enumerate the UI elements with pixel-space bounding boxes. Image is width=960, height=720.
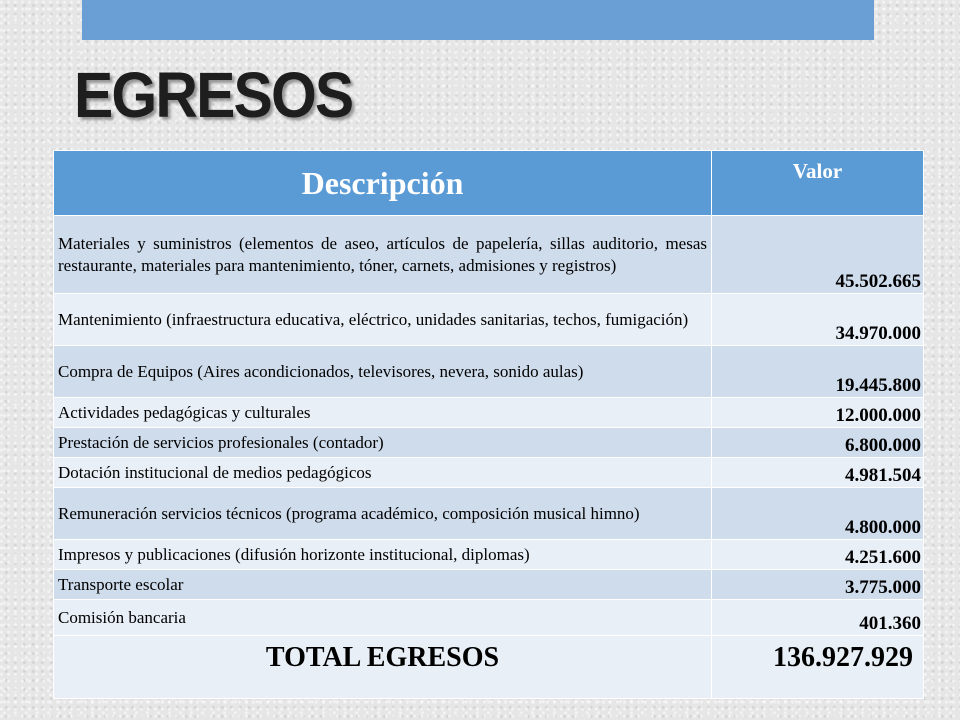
row-description: Remuneración servicios técnicos (programa académico, composición musical himno) — [54, 488, 712, 540]
row-value: 4.981.504 — [712, 458, 924, 488]
row-value: 6.800.000 — [712, 428, 924, 458]
total-label: TOTAL EGRESOS — [54, 636, 712, 699]
row-value: 19.445.800 — [712, 346, 924, 398]
row-value: 4.251.600 — [712, 540, 924, 570]
total-row — [54, 636, 924, 699]
row-value: 45.502.665 — [712, 216, 924, 294]
table-row — [54, 346, 924, 398]
table-row — [54, 488, 924, 540]
table-row — [54, 458, 924, 488]
header-accent-bar — [82, 0, 874, 40]
table-row — [54, 216, 924, 294]
row-description: Dotación institucional de medios pedagógicos — [54, 458, 712, 488]
table-row — [54, 428, 924, 458]
expenses-table — [53, 150, 924, 699]
row-description: Actividades pedagógicas y culturales — [54, 398, 712, 428]
row-description: Compra de Equipos (Aires acondicionados, televisores, nevera, sonido aulas) — [54, 346, 712, 398]
row-value: 401.360 — [712, 600, 924, 636]
row-value: 3.775.000 — [712, 570, 924, 600]
row-description: Transporte escolar — [54, 570, 712, 600]
row-value: 4.800.000 — [712, 488, 924, 540]
table-row — [54, 294, 924, 346]
slide-title: EGRESOS — [74, 59, 353, 131]
table-row — [54, 398, 924, 428]
table-row — [54, 600, 924, 636]
row-description: Materiales y suministros (elementos de aseo, artículos de papelería, sillas auditorio, mesas restaurante, materiales para mantenimiento, tóner, carnets, admisiones y registros) — [54, 216, 712, 294]
table-row — [54, 540, 924, 570]
value-column-header: Valor — [712, 151, 924, 216]
row-value: 34.970.000 — [712, 294, 924, 346]
table-header-row — [54, 151, 924, 216]
row-description: Comisión bancaria — [54, 600, 712, 636]
table-row — [54, 570, 924, 600]
total-value: 136.927.929 — [712, 636, 924, 699]
row-description: Mantenimiento (infraestructura educativa, eléctrico, unidades sanitarias, techos, fumigación) — [54, 294, 712, 346]
row-value: 12.000.000 — [712, 398, 924, 428]
row-description: Impresos y publicaciones (difusión horizonte institucional, diplomas) — [54, 540, 712, 570]
description-column-header: Descripción — [54, 151, 712, 216]
row-description: Prestación de servicios profesionales (contador) — [54, 428, 712, 458]
